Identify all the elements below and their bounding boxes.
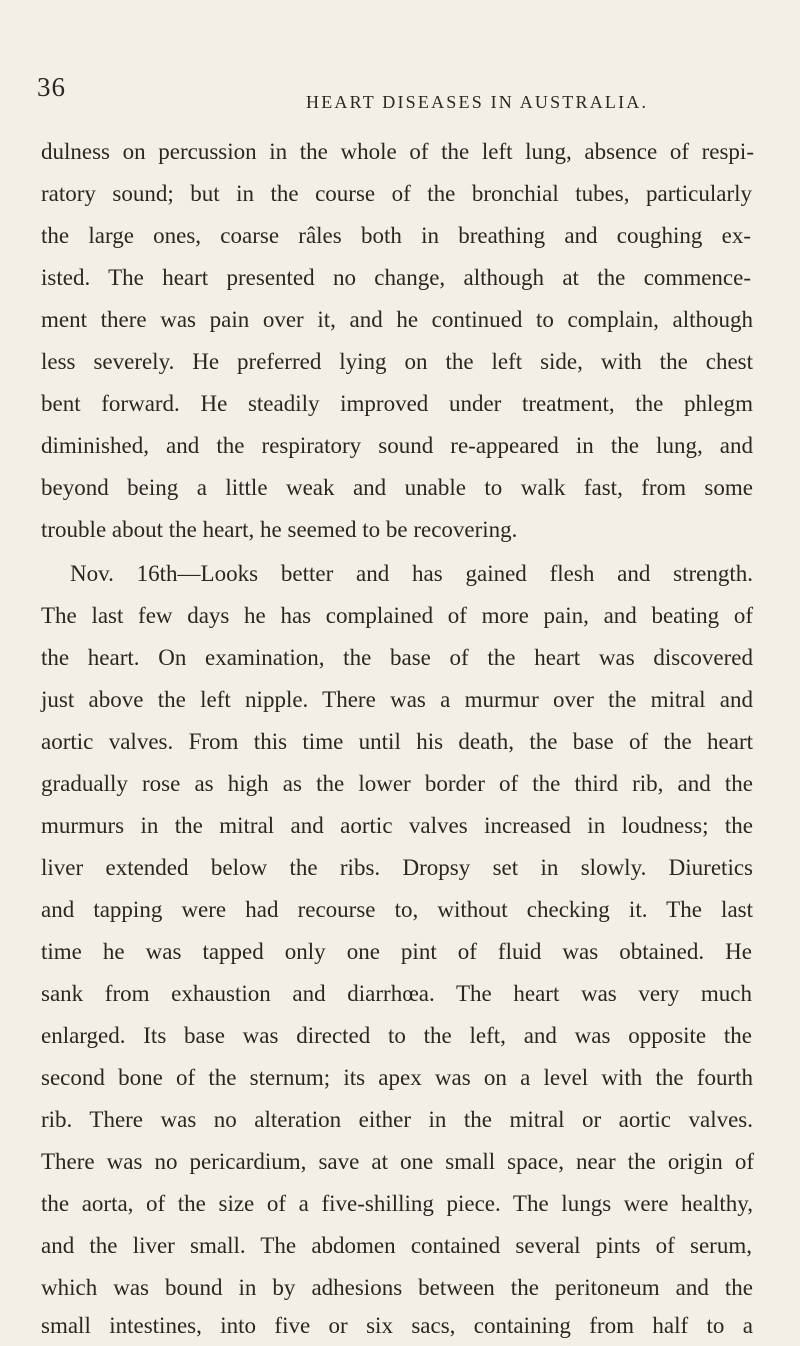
text-line: diminished, and the respiratory sound re-appeared in the lung, and — [41, 433, 753, 458]
text-line: ment there was pain over it, and he continued to complain, although — [41, 307, 753, 332]
text-line: just above the left nipple. There was a murmur over the mitral and — [41, 687, 753, 712]
text-line: the heart. On examination, the base of the heart was discovered — [41, 645, 753, 670]
text-line: isted. The heart presented no change, although at the commence- — [41, 265, 751, 290]
text-line: bent forward. He steadily improved under treatment, the phlegm — [41, 391, 753, 416]
text-line: and the liver small. The abdomen contained several pints of serum, — [41, 1233, 752, 1258]
text-line: sank from exhaustion and diarrhœa. The heart was very much — [41, 981, 752, 1006]
text-line: the aorta, of the size of a five-shilling piece. The lungs were healthy, — [41, 1191, 753, 1216]
text-line: small intestines, into five or six sacs, containing from half to a — [41, 1313, 753, 1338]
text-line: second bone of the sternum; its apex was on a level with the fourth — [41, 1065, 753, 1090]
text-line: The last few days he has complained of more pain, and beating of — [41, 603, 753, 628]
text-line: enlarged. Its base was directed to the left, and was opposite the — [41, 1023, 752, 1048]
text-line: rib. There was no alteration either in the mitral or aortic valves. — [41, 1107, 753, 1132]
text-line: Nov. 16th—Looks better and has gained flesh and strength. — [70, 561, 753, 586]
text-line: dulness on percussion in the whole of the left lung, absence of respi- — [41, 139, 754, 164]
text-line: gradually rose as high as the lower border of the third rib, and the — [41, 771, 753, 796]
text-line: beyond being a little weak and unable to walk fast, from some — [41, 475, 753, 500]
text-line: liver extended below the ribs. Dropsy set in slowly. Diuretics — [41, 855, 753, 880]
text-line: aortic valves. From this time until his death, the base of the heart — [41, 729, 753, 754]
running-title: HEART DISEASES IN AUSTRALIA. — [306, 92, 649, 112]
page-number: 36 — [37, 72, 66, 102]
text-line: the large ones, coarse râles both in breathing and coughing ex- — [41, 223, 751, 248]
text-line: and tapping were had recourse to, without checking it. The last — [41, 897, 753, 922]
text-line: murmurs in the mitral and aortic valves increased in loudness; the — [41, 813, 753, 838]
text-line: ratory sound; but in the course of the bronchial tubes, particularly — [41, 181, 752, 206]
text-line: less severely. He preferred lying on the left side, with the chest — [41, 349, 753, 374]
text-line: There was no pericardium, save at one small space, near the origin of — [41, 1149, 754, 1174]
text-line: trouble about the heart, he seemed to be recovering. — [41, 517, 518, 542]
text-line: time he was tapped only one pint of fluid was obtained. He — [41, 939, 752, 964]
text-line: which was bound in by adhesions between the peritoneum and the — [41, 1275, 753, 1300]
